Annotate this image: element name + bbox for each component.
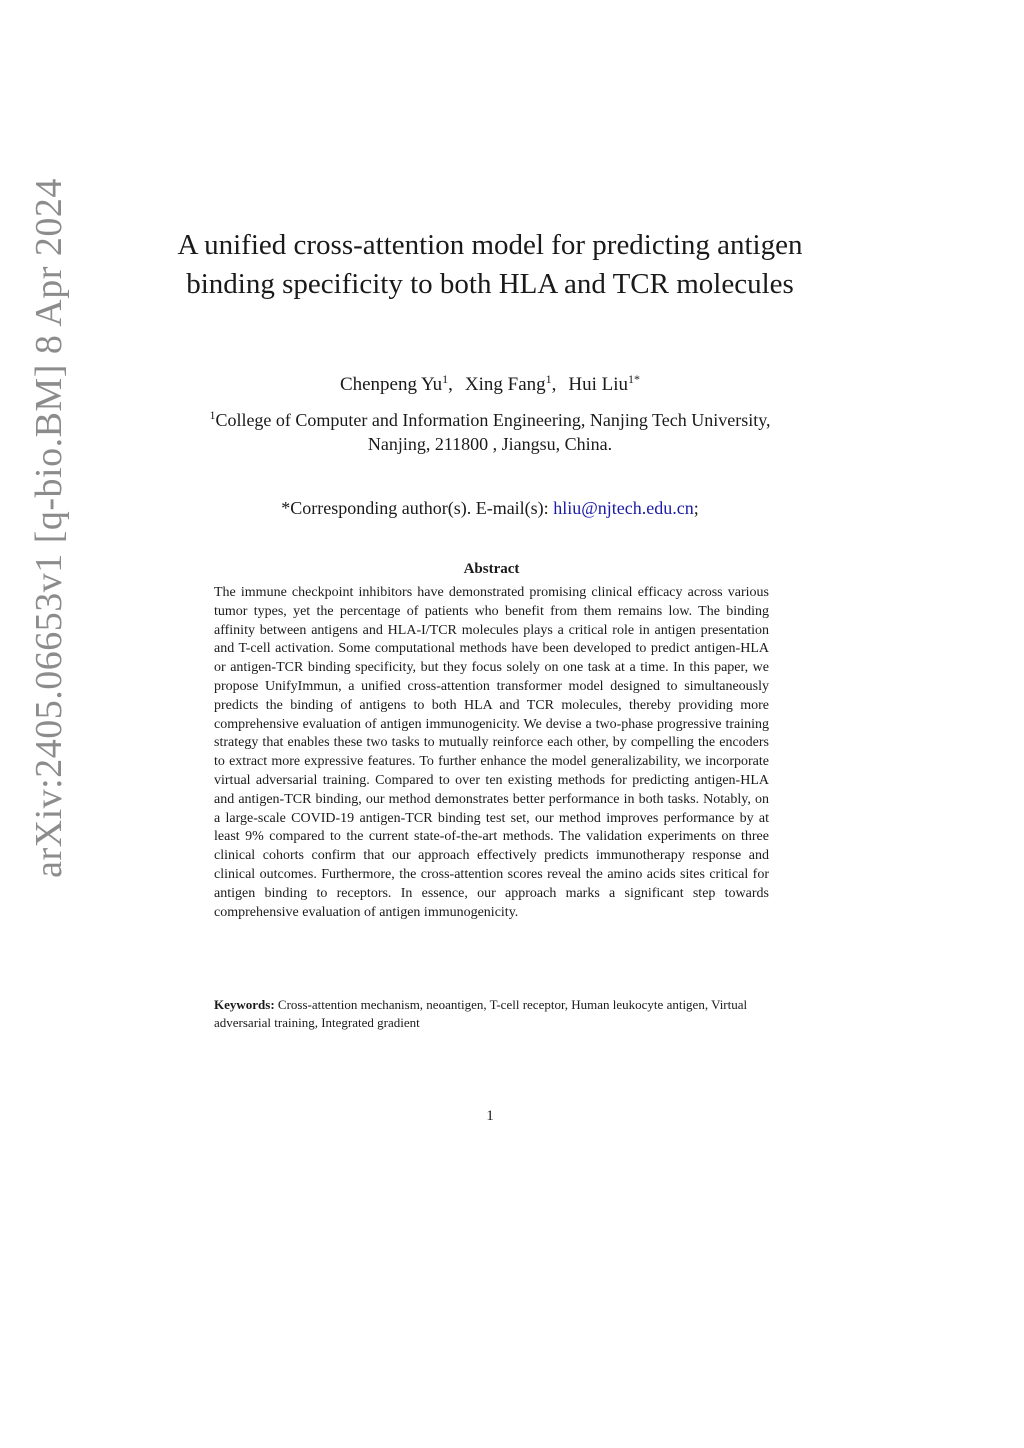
author-3 <box>568 374 640 395</box>
author-list <box>170 372 810 398</box>
keywords-text: Cross-attention mechanism, neoantigen, T-cell receptor, Human leukocyte antigen, Virtual adversarial training, Integrated gradient <box>214 997 748 1030</box>
author-affiliation-marker: 1* <box>628 372 641 386</box>
author-name: Chenpeng Yu <box>339 374 443 395</box>
affiliation-marker: 1 <box>209 408 216 422</box>
author-name: Xing Fang <box>464 374 546 395</box>
paper-title: A unified cross-attention model for predicting antigen binding specificity to both HLA and TCR molecules <box>177 229 803 300</box>
abstract-text: The immune checkpoint inhibitors have demonstrated promising clinical efficacy across various tumor types, yet the percentage of patients who benefit from them remains low. The binding affinity between antigens and HLA-I/TCR molecules plays a critical role in antigen presentation and T-cell activation. Some computational methods have been developed to predict antigen-HLA or antigen-TCR binding specificity, but they focus solely on one task at a time. In this paper, we propose UnifyImmun, a unified cross-attention transformer model designed to simultaneously predicts the binding of antigens to both HLA and TCR molecules, thereby providing more comprehensive evaluation of antigen immunogenicity. We devise a two-phase progressive training strategy that enables these two tasks to mutually reinforce each other, by compelling the encoders to extract more expressive features. To further enhance the model generalizability, we incorporate virtual adversarial training. Compared to over ten existing methods for predicting antigen-HLA and antigen-TCR binding, our method demonstrates better performance in both tasks. Notably, on a large-scale COVID-19 antigen-TCR binding test set, our method improves performance by at least 9% compared to the current state-of-the-art methods. The validation experiments on three clinical cohorts confirm that our approach effectively predicts immunotherapy response and clinical outcomes. Furthermore, the cross-attention scores reveal the amino acids sites critical for antigen binding to receptors. In essence, our approach marks a significant step towards comprehensive evaluation of antigen immunogenicity. <box>214 585 769 920</box>
author-2: Xing Fang$^1$, <box>464 372 557 395</box>
email-link[interactable]: hliu@njtech.edu.cn <box>553 498 694 518</box>
abstract-heading: Abstract <box>463 561 520 577</box>
corresponding-prefix: *Corresponding author(s). E-mail(s): <box>281 498 554 518</box>
author-name: Hui Liu <box>568 374 629 395</box>
affiliation <box>190 408 790 456</box>
affiliation-text: College of Computer and Information Engineering, Nanjing Tech University, Nanjing, 211800 , Jiangsu, China. <box>215 410 771 454</box>
keywords <box>214 996 769 1032</box>
keywords-label: Keywords: <box>214 997 275 1012</box>
corresponding-suffix: ; <box>693 498 699 518</box>
page-number: 1 <box>486 1108 494 1124</box>
corresponding-author <box>170 496 810 520</box>
author-affiliation-marker: 1 <box>442 372 449 386</box>
arxiv-identifier-stamp: arXiv:2405.06653v1 [q-bio.BM] 8 Apr 2024 <box>28 178 70 878</box>
author-affiliation-marker: 1 <box>545 372 552 386</box>
author-1: Chenpeng Yu$^1$, <box>339 372 453 395</box>
